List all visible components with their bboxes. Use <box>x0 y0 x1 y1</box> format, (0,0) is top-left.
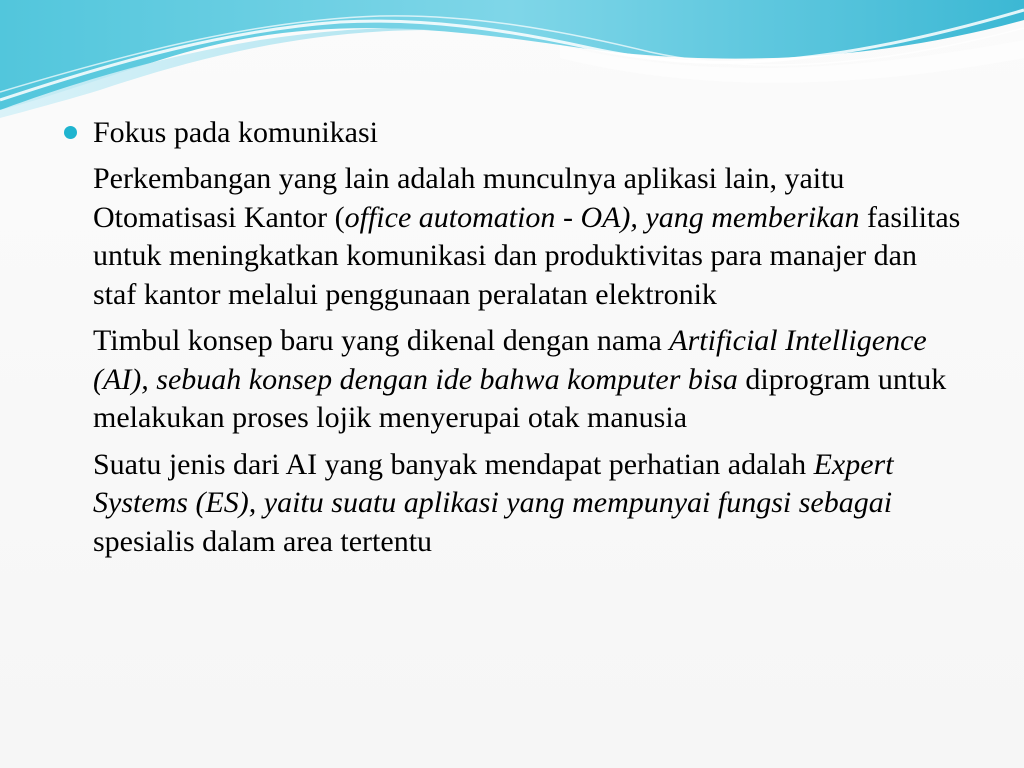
text-run: Timbul konsep baru yang dikenal dengan nama <box>93 324 670 357</box>
italic-text: office automation <box>344 200 556 234</box>
italic-text: Expert Systems (ES), yaitu suatu aplikasi yang mempunyai fungsi sebagai <box>93 447 894 519</box>
text-run: Suatu jenis dari AI yang banyak mendapat perhatian adalah <box>93 447 814 481</box>
italic-text: OA), yang memberikan <box>572 200 860 234</box>
text-run: diprogram untuk melakukan proses lojik menyerupai otak manusia <box>93 362 947 434</box>
bullet-dot-icon <box>64 126 77 139</box>
paragraph-office-automation <box>93 160 962 314</box>
paragraph-artificial-intelligence <box>93 322 962 438</box>
bullet-item <box>62 114 962 152</box>
paragraph-expert-systems <box>93 446 962 562</box>
decorative-wave-header <box>0 0 1024 130</box>
italic-text: Artificial Intelligence (AI), sebuah konsep dengan ide bahwa komputer bisa <box>93 324 927 396</box>
bullet-heading: Fokus pada komunikasi <box>93 116 378 149</box>
text-run: Perkembangan yang lain adalah munculnya aplikasi lain, yaitu Otomatisasi Kantor ( <box>93 162 845 234</box>
slide-body <box>62 114 962 561</box>
text-run: - <box>555 200 573 234</box>
text-run: fasilitas untuk meningkatkan komunikasi dan produktivitas para manajer dan staf kantor melalui penggunaan peralatan elektronik <box>93 200 961 311</box>
text-run: spesialis dalam area tertentu <box>93 524 433 558</box>
